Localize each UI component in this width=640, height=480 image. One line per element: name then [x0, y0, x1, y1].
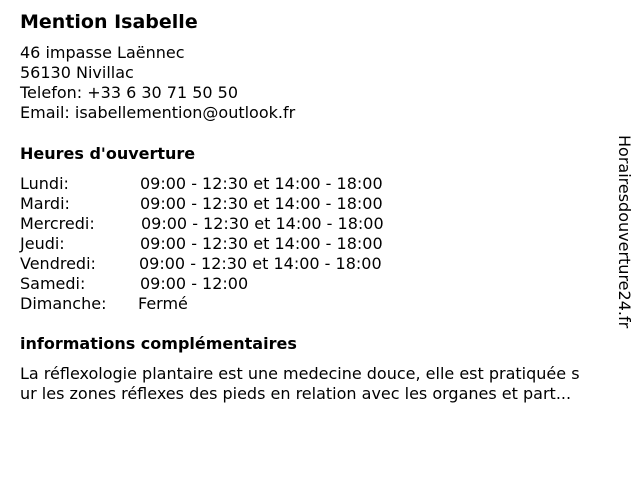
day-label: Jeudi:: [20, 234, 65, 253]
hours-row-thursday: [20, 234, 440, 254]
time-value: 09:00 - 12:30 et 14:00 - 18:00: [140, 194, 383, 213]
opening-hours-heading: Heures d'ouverture: [20, 144, 196, 163]
time-value: 09:00 - 12:30 et 14:00 - 18:00: [140, 234, 383, 253]
opening-hours-table: [20, 174, 440, 314]
hours-row-monday: [20, 174, 440, 194]
contact-block: [20, 43, 295, 123]
hours-row-sunday: [20, 294, 440, 314]
business-name: Mention Isabelle: [20, 11, 198, 33]
description-line-2: ur les zones réflexes des pieds en relation avec les organes et part...: [20, 384, 572, 403]
phone-number: Telefon: +33 6 30 71 50 50: [20, 83, 239, 102]
time-value: 09:00 - 12:00: [140, 274, 249, 293]
time-value: 09:00 - 12:30 et 14:00 - 18:00: [139, 254, 382, 273]
time-value: 09:00 - 12:30 et 14:00 - 18:00: [141, 214, 384, 233]
day-label: Mercredi:: [20, 214, 95, 233]
day-label: Samedi:: [20, 274, 86, 293]
hours-row-friday: [20, 254, 440, 274]
additional-info-heading: informations complémentaires: [20, 334, 297, 353]
email-address: Email: isabellemention@outlook.fr: [20, 103, 296, 122]
description-line-1: La réflexologie plantaire est une medecine douce, elle est pratiquée s: [20, 364, 580, 383]
day-label: Lundi:: [20, 174, 69, 193]
hours-row-wednesday: [20, 214, 440, 234]
day-label: Dimanche:: [20, 294, 107, 313]
additional-info-text: [20, 364, 626, 404]
hours-row-tuesday: [20, 194, 440, 214]
address-city: 56130 Nivillac: [20, 63, 134, 82]
time-value: Fermé: [138, 294, 188, 313]
hours-row-saturday: [20, 274, 440, 294]
address-street: 46 impasse Laënnec: [20, 43, 185, 62]
day-label: Mardi:: [20, 194, 70, 213]
site-watermark: Horairesdouverture24.fr: [615, 135, 634, 329]
time-value: 09:00 - 12:30 et 14:00 - 18:00: [140, 174, 383, 193]
day-label: Vendredi:: [20, 254, 96, 273]
